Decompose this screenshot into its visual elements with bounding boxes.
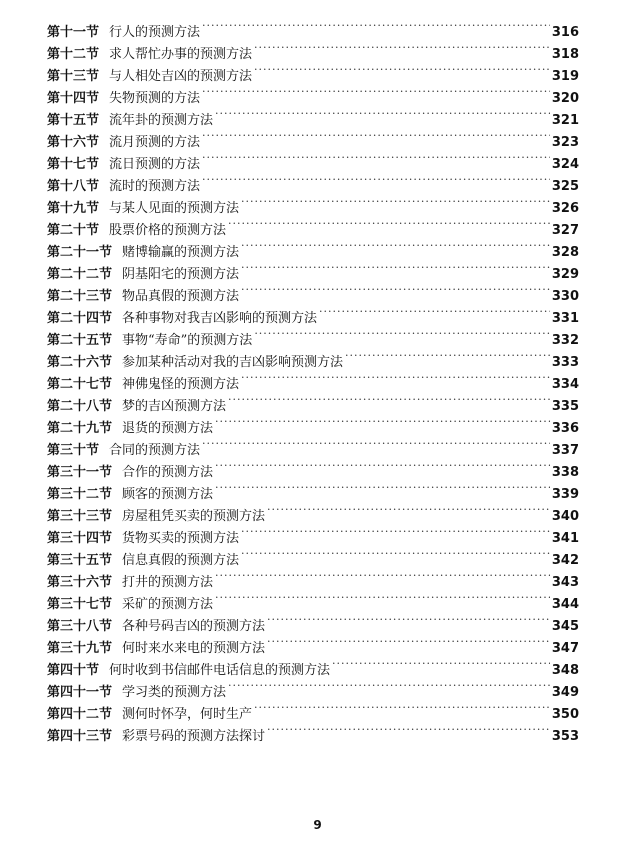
toc-entry-title: 房屋租凭买卖的预测方法: [122, 509, 266, 524]
toc-page-number: 331: [551, 311, 579, 326]
toc-page-number: 348: [551, 663, 579, 678]
toc-entry-title: 神佛鬼怪的预测方法: [122, 377, 240, 392]
toc-entry-title: 合同的预测方法: [109, 443, 201, 458]
toc-section-number: 第十六节: [47, 135, 100, 150]
toc-section-number: 第三十一节: [47, 465, 113, 480]
toc-page-number: 353: [551, 729, 579, 744]
toc-section-number: 第二十节: [47, 223, 100, 238]
dot-leader: [241, 278, 550, 300]
dot-leader: [332, 652, 550, 674]
toc-entry-title: 何时收到书信邮件电话信息的预测方法: [109, 663, 331, 678]
toc-section-number: 第三十三节: [47, 509, 113, 524]
dot-leader: [267, 718, 550, 740]
toc-page-number: 335: [551, 399, 579, 414]
dot-leader: [241, 234, 550, 256]
dot-leader: [202, 124, 550, 146]
toc-page-number: 327: [551, 223, 579, 238]
toc-entry-title: 梦的吉凶预测方法: [122, 399, 227, 414]
toc-entry-title: 流月预测的方法: [109, 135, 201, 150]
toc-page-number: 324: [551, 157, 579, 172]
toc-entry-title: 与某人见面的预测方法: [109, 201, 240, 216]
toc-entry-title: 测何时怀孕，何时生产: [122, 707, 253, 722]
toc-entry-title: 合作的预测方法: [122, 465, 214, 480]
toc-page-number: 333: [551, 355, 579, 370]
toc-entry: [47, 14, 579, 40]
toc-entry-title: 各种事物对我吉凶影响的预测方法: [122, 311, 318, 326]
dot-leader: [267, 630, 550, 652]
toc-section-number: 第二十八节: [47, 399, 113, 414]
dot-leader: [254, 36, 550, 58]
toc-entry-title: 学习类的预测方法: [122, 685, 227, 700]
toc-section-number: 第十九节: [47, 201, 100, 216]
dot-leader: [241, 542, 550, 564]
toc-entry-title: 与人相处吉凶的预测方法: [109, 69, 253, 84]
toc-section-number: 第二十二节: [47, 267, 113, 282]
dot-leader: [254, 58, 550, 80]
toc-section-number: 第十五节: [47, 113, 100, 128]
toc-page-number: 340: [551, 509, 579, 524]
toc-section-number: 第四十节: [47, 663, 100, 678]
toc-entry-title: 流年卦的预测方法: [109, 113, 214, 128]
toc-page-number: 316: [551, 25, 579, 40]
dot-leader: [215, 454, 550, 476]
toc-section-number: 第十八节: [47, 179, 100, 194]
toc-page-number: 339: [551, 487, 579, 502]
toc-section-number: 第三十五节: [47, 553, 113, 568]
toc-section-number: 第二十九节: [47, 421, 113, 436]
toc-page-number: 328: [551, 245, 579, 260]
dot-leader: [202, 14, 550, 36]
dot-leader: [241, 520, 550, 542]
dot-leader: [215, 410, 550, 432]
toc-entry-title: 退货的预测方法: [122, 421, 214, 436]
toc-section-number: 第三十八节: [47, 619, 113, 634]
toc-page-number: 345: [551, 619, 579, 634]
toc-section-number: 第十二节: [47, 47, 100, 62]
toc-entry-title: 阴基阳宅的预测方法: [122, 267, 240, 282]
dot-leader: [202, 432, 550, 454]
dot-leader: [202, 80, 550, 102]
dot-leader: [267, 608, 550, 630]
dot-leader: [215, 586, 550, 608]
toc-page-number: 336: [551, 421, 579, 436]
toc-section-number: 第四十三节: [47, 729, 113, 744]
toc-page-number: 329: [551, 267, 579, 282]
toc-page-number: 321: [551, 113, 579, 128]
toc-entry-title: 流日预测的方法: [109, 157, 201, 172]
toc-entry-title: 彩票号码的预测方法探讨: [122, 729, 266, 744]
toc-section-number: 第十一节: [47, 25, 100, 40]
dot-leader: [345, 344, 550, 366]
toc-page-number: 334: [551, 377, 579, 392]
table-of-contents: [47, 14, 579, 744]
toc-entry-title: 货物买卖的预测方法: [122, 531, 240, 546]
toc-page-number: 325: [551, 179, 579, 194]
toc-section-number: 第二十四节: [47, 311, 113, 326]
toc-section-number: 第三十节: [47, 443, 100, 458]
dot-leader: [215, 564, 550, 586]
toc-page-number: 344: [551, 597, 579, 612]
dot-leader: [215, 102, 550, 124]
toc-section-number: 第二十七节: [47, 377, 113, 392]
dot-leader: [215, 476, 550, 498]
toc-section-number: 第四十二节: [47, 707, 113, 722]
toc-entry-title: 求人帮忙办事的预测方法: [109, 47, 253, 62]
toc-section-number: 第十四节: [47, 91, 100, 106]
toc-section-number: 第十三节: [47, 69, 100, 84]
toc-page-number: 330: [551, 289, 579, 304]
toc-entry-title: 各种号码吉凶的预测方法: [122, 619, 266, 634]
toc-entry-title: 采矿的预测方法: [122, 597, 214, 612]
dot-leader: [267, 498, 550, 520]
toc-page-number: 320: [551, 91, 579, 106]
dot-leader: [254, 696, 550, 718]
toc-page-number: 332: [551, 333, 579, 348]
toc-entry-title: 赌博输赢的预测方法: [122, 245, 240, 260]
dot-leader: [241, 190, 550, 212]
toc-section-number: 第二十一节: [47, 245, 113, 260]
dot-leader: [241, 256, 550, 278]
toc-page-number: 338: [551, 465, 579, 480]
toc-page-number: 343: [551, 575, 579, 590]
toc-page-number: 337: [551, 443, 579, 458]
toc-section-number: 第四十一节: [47, 685, 113, 700]
toc-page-number: 342: [551, 553, 579, 568]
toc-entry-title: 何时来水来电的预测方法: [122, 641, 266, 656]
toc-page-number: 318: [551, 47, 579, 62]
toc-entry-title: 物品真假的预测方法: [122, 289, 240, 304]
toc-section-number: 第十七节: [47, 157, 100, 172]
toc-entry-title: 参加某种活动对我的吉凶影响预测方法: [122, 355, 344, 370]
toc-section-number: 第三十六节: [47, 575, 113, 590]
dot-leader: [228, 674, 550, 696]
toc-section-number: 第二十五节: [47, 333, 113, 348]
toc-page-number: 341: [551, 531, 579, 546]
page-number: 9: [313, 818, 322, 832]
toc-entry-title: 打井的预测方法: [122, 575, 214, 590]
toc-section-number: 第三十二节: [47, 487, 113, 502]
toc-section-number: 第三十七节: [47, 597, 113, 612]
toc-page-number: 323: [551, 135, 579, 150]
toc-entry-title: 行人的预测方法: [109, 25, 201, 40]
toc-page-number: 350: [551, 707, 579, 722]
toc-section-number: 第二十三节: [47, 289, 113, 304]
toc-page-number: 347: [551, 641, 579, 656]
toc-entry-title: 股票价格的预测方法: [109, 223, 227, 238]
toc-entry-title: 流时的预测方法: [109, 179, 201, 194]
toc-page-number: 349: [551, 685, 579, 700]
dot-leader: [202, 146, 550, 168]
toc-entry-title: 失物预测的方法: [109, 91, 201, 106]
dot-leader: [241, 366, 550, 388]
toc-entry-title: 事物“寿命”的预测方法: [122, 333, 253, 348]
dot-leader: [254, 322, 550, 344]
toc-entry-title: 信息真假的预测方法: [122, 553, 240, 568]
dot-leader: [228, 388, 550, 410]
toc-section-number: 第三十九节: [47, 641, 113, 656]
dot-leader: [228, 212, 550, 234]
dot-leader: [319, 300, 550, 322]
toc-entry-title: 顾客的预测方法: [122, 487, 214, 502]
toc-page-number: 326: [551, 201, 579, 216]
toc-section-number: 第三十四节: [47, 531, 113, 546]
dot-leader: [202, 168, 550, 190]
toc-page-number: 319: [551, 69, 579, 84]
toc-section-number: 第二十六节: [47, 355, 113, 370]
